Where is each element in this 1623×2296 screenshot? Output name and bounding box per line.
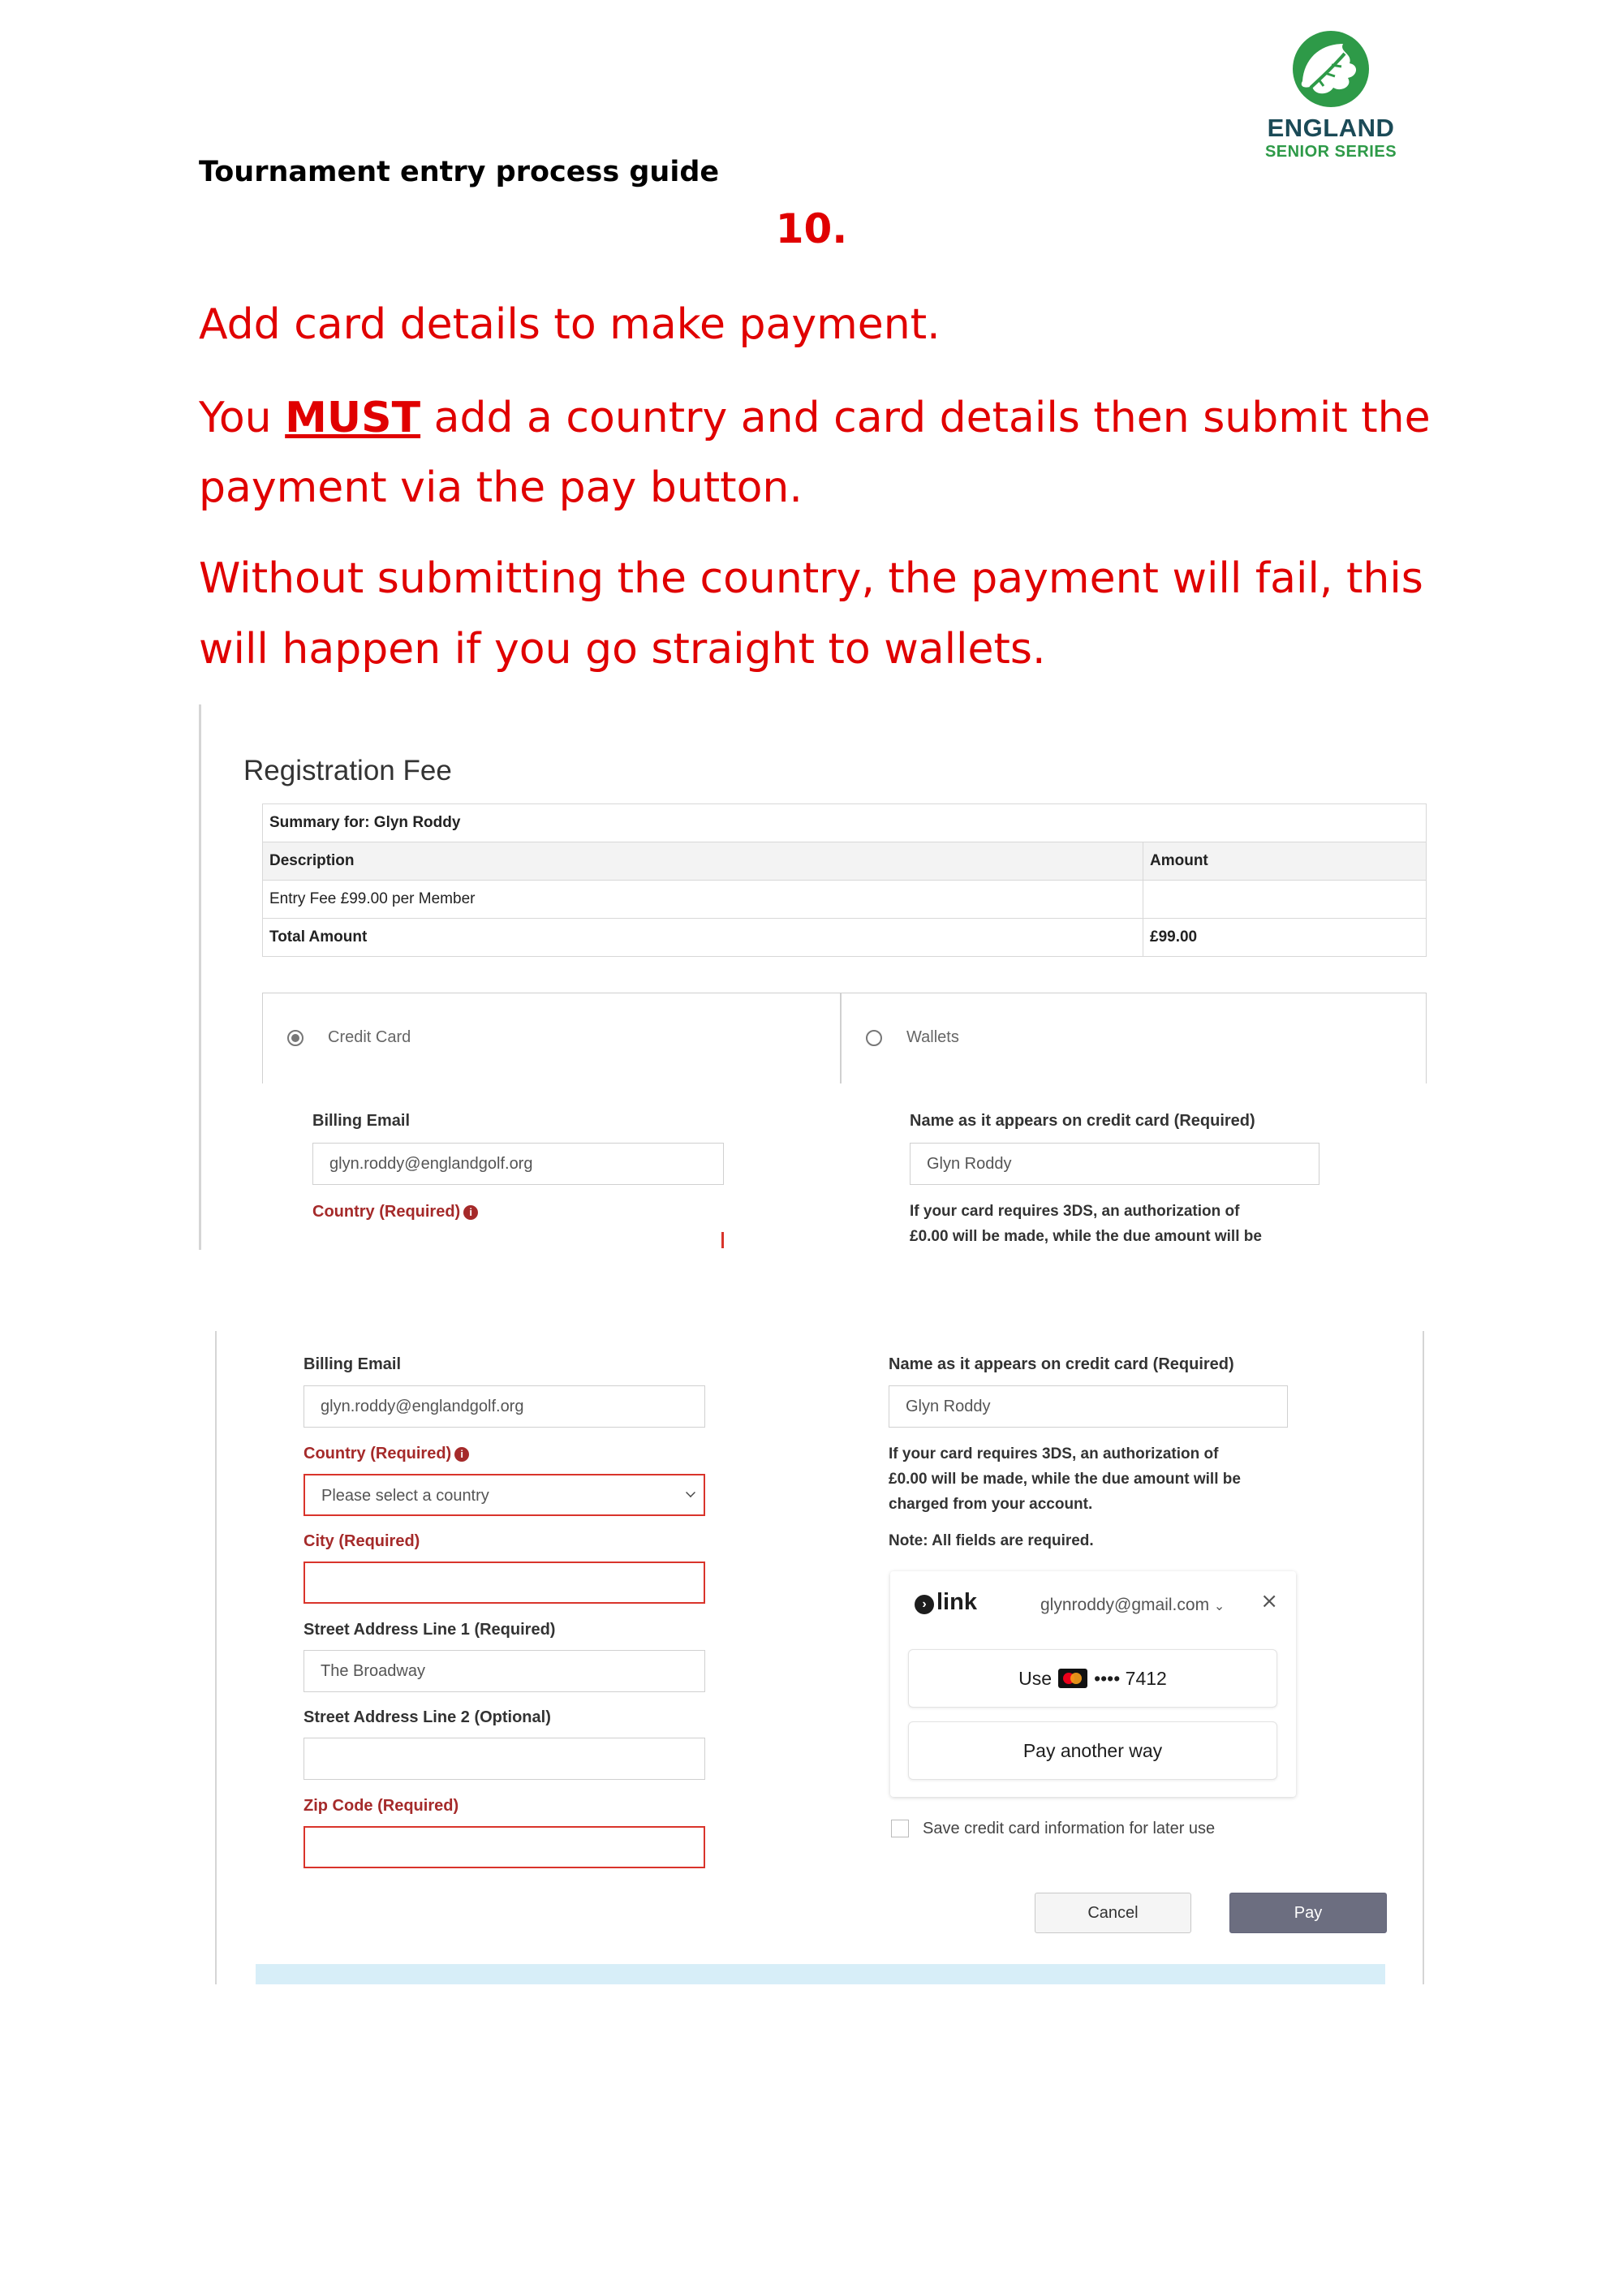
country-select[interactable] <box>304 1474 705 1516</box>
threeds-line: If your card requires 3DS, an authorization of <box>910 1203 1240 1220</box>
table-header-row <box>263 842 1427 881</box>
use-saved-card-button[interactable] <box>908 1649 1277 1708</box>
fee-amount <box>1143 881 1427 919</box>
fee-description: Entry Fee £99.00 per Member <box>263 881 1143 919</box>
document-title: Tournament entry process guide <box>199 156 720 188</box>
country-label-text: Country (Required) <box>312 1203 461 1221</box>
link-logo <box>915 1589 977 1616</box>
info-icon[interactable]: i <box>463 1205 478 1220</box>
save-card-label: Save credit card information for later use <box>923 1820 1216 1837</box>
table-row <box>263 804 1427 842</box>
table-row <box>263 919 1427 957</box>
card-name-field[interactable]: Glyn Roddy <box>889 1385 1288 1428</box>
logo-line2: SENIOR SERIES <box>1264 143 1397 161</box>
oak-leaf-icon <box>1254 24 1408 114</box>
registration-fee-title: Registration Fee <box>243 755 452 786</box>
summary-label: Summary for: Glyn Roddy <box>263 804 1427 842</box>
zip-label: Zip Code (Required) <box>304 1797 459 1815</box>
all-fields-note: Note: All fields are required. <box>889 1532 1094 1549</box>
street1-label: Street Address Line 1 (Required) <box>304 1621 556 1639</box>
billing-email-field[interactable]: glyn.roddy@englandgolf.org <box>312 1143 724 1185</box>
pay-another-way-button[interactable]: Pay another way <box>908 1721 1277 1780</box>
country-label-text: Country (Required) <box>304 1445 452 1462</box>
logo-line1: ENGLAND <box>1267 114 1395 142</box>
tab-credit-card[interactable] <box>262 993 841 1083</box>
country-label <box>304 1445 469 1463</box>
card-masked-number: •••• 7412 <box>1094 1668 1167 1689</box>
country-label <box>312 1203 478 1221</box>
total-amount: £99.00 <box>1143 919 1427 957</box>
info-icon[interactable]: i <box>454 1447 469 1462</box>
link-logo-text: link <box>936 1589 977 1615</box>
instruction-prefix: You <box>199 394 286 442</box>
card-name-label: Name as it appears on credit card (Required) <box>889 1355 1234 1373</box>
chevron-down-icon: ⌄ <box>1213 1600 1225 1613</box>
instruction-suffix: add a country and card details then submit the <box>420 394 1431 442</box>
city-input[interactable] <box>304 1562 705 1604</box>
description-header: Description <box>263 842 1143 881</box>
instruction-line-2 <box>199 382 1465 454</box>
city-label: City (Required) <box>304 1532 420 1550</box>
tab-wallets[interactable] <box>841 993 1427 1083</box>
close-icon[interactable]: × <box>1260 1589 1278 1613</box>
zip-input[interactable] <box>304 1826 705 1868</box>
card-name-label: Name as it appears on credit card (Required) <box>910 1112 1255 1130</box>
billing-email-field[interactable]: glyn.roddy@englandgolf.org <box>304 1385 705 1428</box>
threeds-line: If your card requires 3DS, an authorization of <box>889 1445 1219 1462</box>
pay-button[interactable]: Pay <box>1229 1893 1387 1933</box>
payment-form-screenshot <box>215 1331 1424 1984</box>
wallets-radio[interactable] <box>866 1030 882 1046</box>
info-banner <box>256 1964 1385 1984</box>
link-account-dropdown[interactable] <box>1040 1596 1225 1615</box>
use-label: Use <box>1018 1668 1053 1689</box>
cancel-button[interactable]: Cancel <box>1035 1893 1191 1933</box>
credit-card-label: Credit Card <box>328 1028 411 1046</box>
must-emphasis: MUST <box>285 394 421 442</box>
wallets-label: Wallets <box>906 1028 959 1046</box>
chevron-down-icon <box>686 1488 695 1497</box>
instruction-line-4: Without submitting the country, the payment will fail, this <box>199 554 1423 603</box>
threeds-line: charged from your account. <box>889 1496 1093 1513</box>
threeds-notice <box>889 1441 1241 1517</box>
link-payment-panel <box>890 1571 1296 1797</box>
country-field-edge <box>721 1232 724 1248</box>
summary-table <box>262 803 1427 957</box>
instruction-line-1: Add card details to make payment. <box>199 300 941 349</box>
total-label: Total Amount <box>263 919 1143 957</box>
link-arrow-icon: › <box>915 1595 934 1614</box>
england-senior-series-logo <box>1254 24 1408 170</box>
payment-method-tabs <box>262 993 1427 1083</box>
threeds-line: £0.00 will be made, while the due amount will be <box>889 1471 1241 1488</box>
threeds-line: £0.00 will be made, while the due amount will be <box>910 1228 1262 1245</box>
mastercard-icon <box>1058 1669 1087 1688</box>
threeds-notice <box>910 1199 1262 1249</box>
step-number: 10. <box>775 205 848 252</box>
street2-input[interactable] <box>304 1738 705 1780</box>
instruction-line-3: payment via the pay button. <box>199 463 803 512</box>
street1-input[interactable]: The Broadway <box>304 1650 705 1692</box>
link-email: glynroddy@gmail.com <box>1040 1596 1210 1614</box>
credit-card-radio[interactable] <box>287 1030 304 1046</box>
amount-header: Amount <box>1143 842 1427 881</box>
instruction-line-5: will happen if you go straight to wallets. <box>199 625 1046 674</box>
street2-label: Street Address Line 2 (Optional) <box>304 1708 551 1726</box>
save-card-checkbox[interactable] <box>891 1820 909 1837</box>
billing-email-label: Billing Email <box>304 1355 402 1373</box>
registration-fee-screenshot <box>199 704 1424 1250</box>
card-name-field[interactable]: Glyn Roddy <box>910 1143 1319 1185</box>
table-row <box>263 881 1427 919</box>
billing-email-label: Billing Email <box>312 1112 411 1130</box>
country-placeholder: Please select a country <box>321 1487 489 1505</box>
